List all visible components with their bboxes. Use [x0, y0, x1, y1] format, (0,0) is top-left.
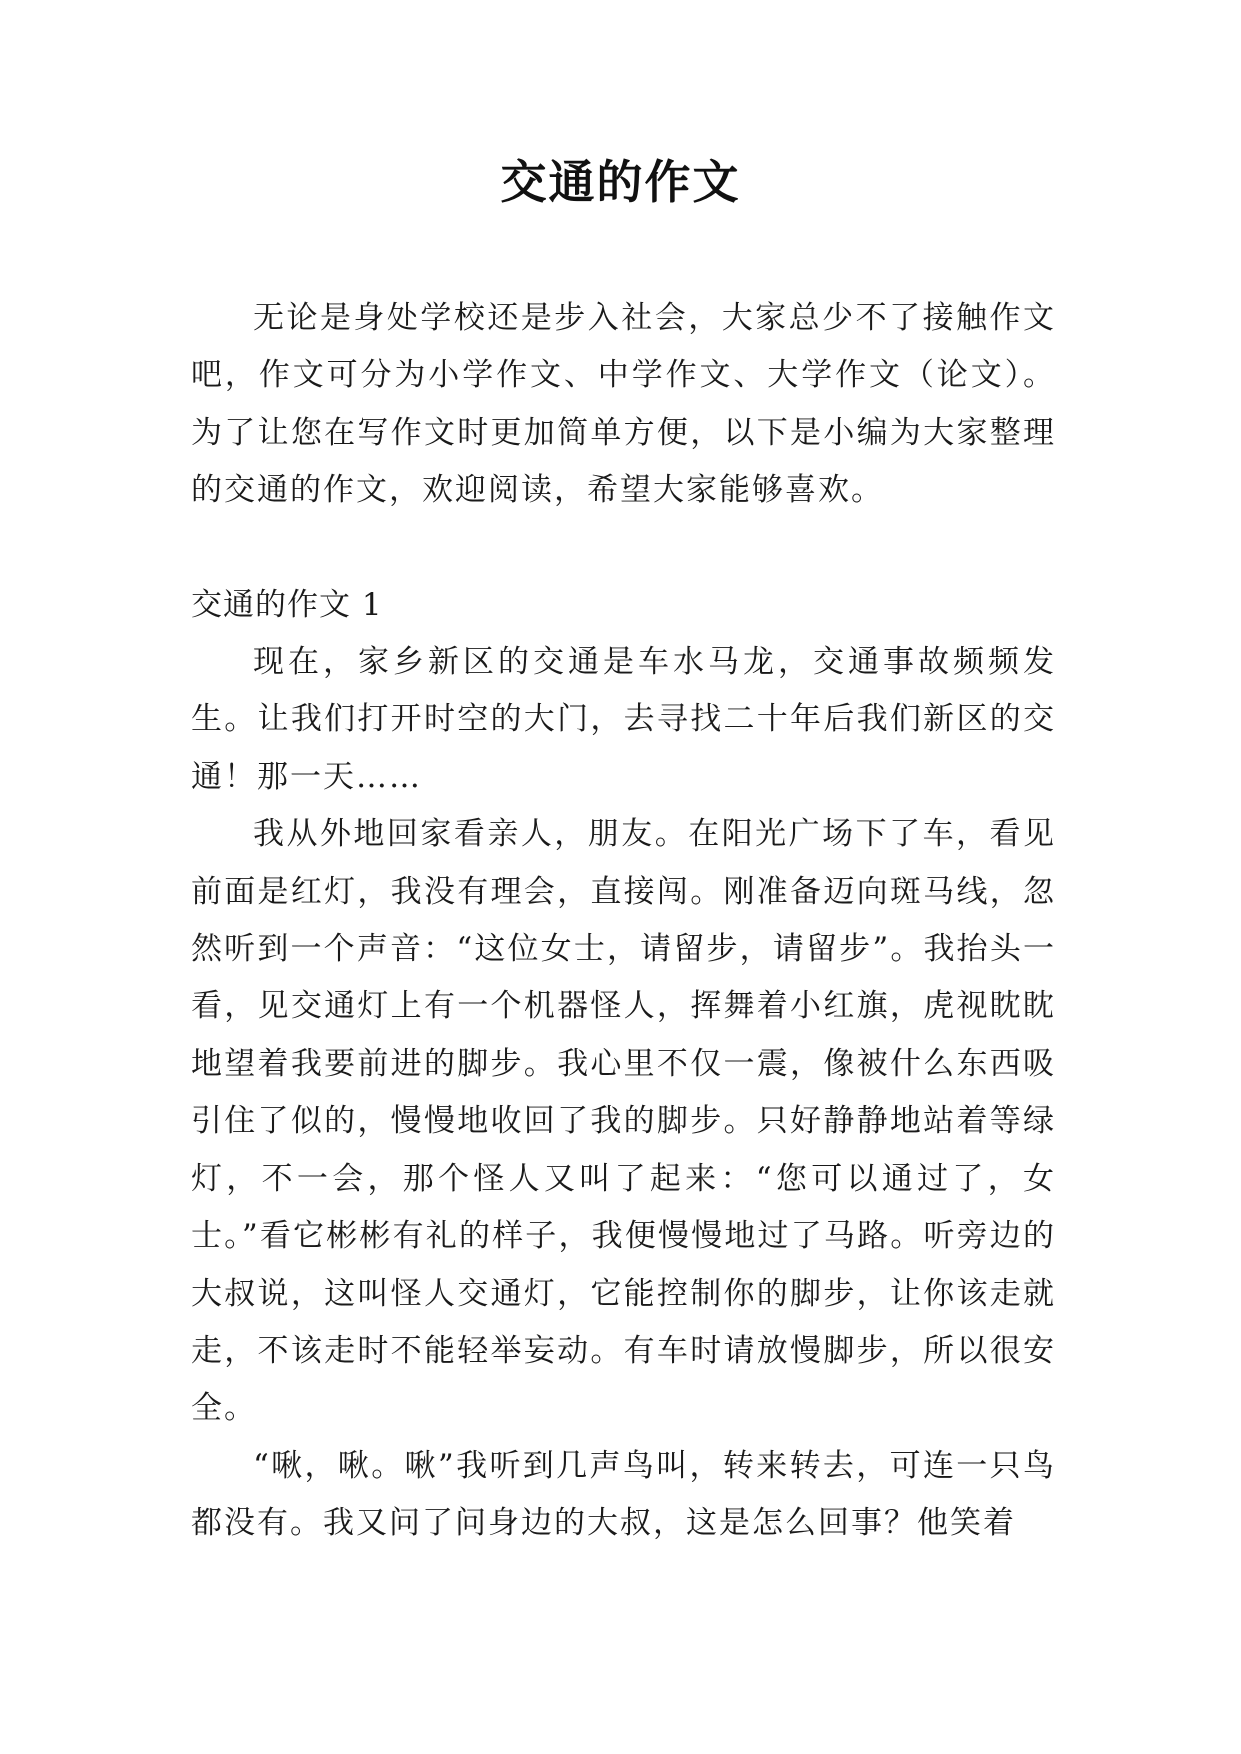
document-title: 交通的作文 [500, 155, 741, 209]
intro-paragraph: 无论是身处学校还是步入社会，大家总少不了接触作文吧，作文可分为小学作文、中学作文、大学作文（论文）。为了让您在写作文时更加简单方便，以下是小编为大家整理的交通的作文，欢迎阅读，希望大家能够喜欢。 [191, 300, 1056, 509]
body-paragraph: “啾，啾。啾”我听到几声鸟叫，转来转去，可连一只鸟都没有。我又问了问身边的大叔，这是怎么回事？他笑着 [191, 1447, 1056, 1542]
paragraph-spacer [191, 520, 1056, 577]
body-paragraph: 现在，家乡新区的交通是车水马龙，交通事故频频发生。让我们打开时空的大门，去寻找二十年后我们新区的交通！那一天…… [191, 644, 1056, 795]
body-paragraph: 我从外地回家看亲人，朋友。在阳光广场下了车，看见前面是红灯，我没有理会，直接闯。刚准备迈向斑马线，忽然听到一个声音：“这位女士，请留步，请留步”。我抬头一看，见交通灯上有一个机器怪人，挥舞着小红旗，虎视眈眈地望着我要前进的脚步。我心里不仅一震，像被什么东西吸引住了似的，慢慢地收回了我的脚步。只好静静地站着等绿灯，不一会，那个怪人又叫了起来：“您可以通过了，女士。”看它彬彬有礼的样子，我便慢慢地过了马路。听旁边的大叔说，这叫怪人交通灯，它能控制你的脚步，让你该走就走，不该走时不能轻举妄动。有车时请放慢脚步，所以很安全。 [191, 816, 1056, 1427]
section-heading: 交通的作文 1 [191, 586, 383, 623]
document-body [191, 290, 1056, 1553]
